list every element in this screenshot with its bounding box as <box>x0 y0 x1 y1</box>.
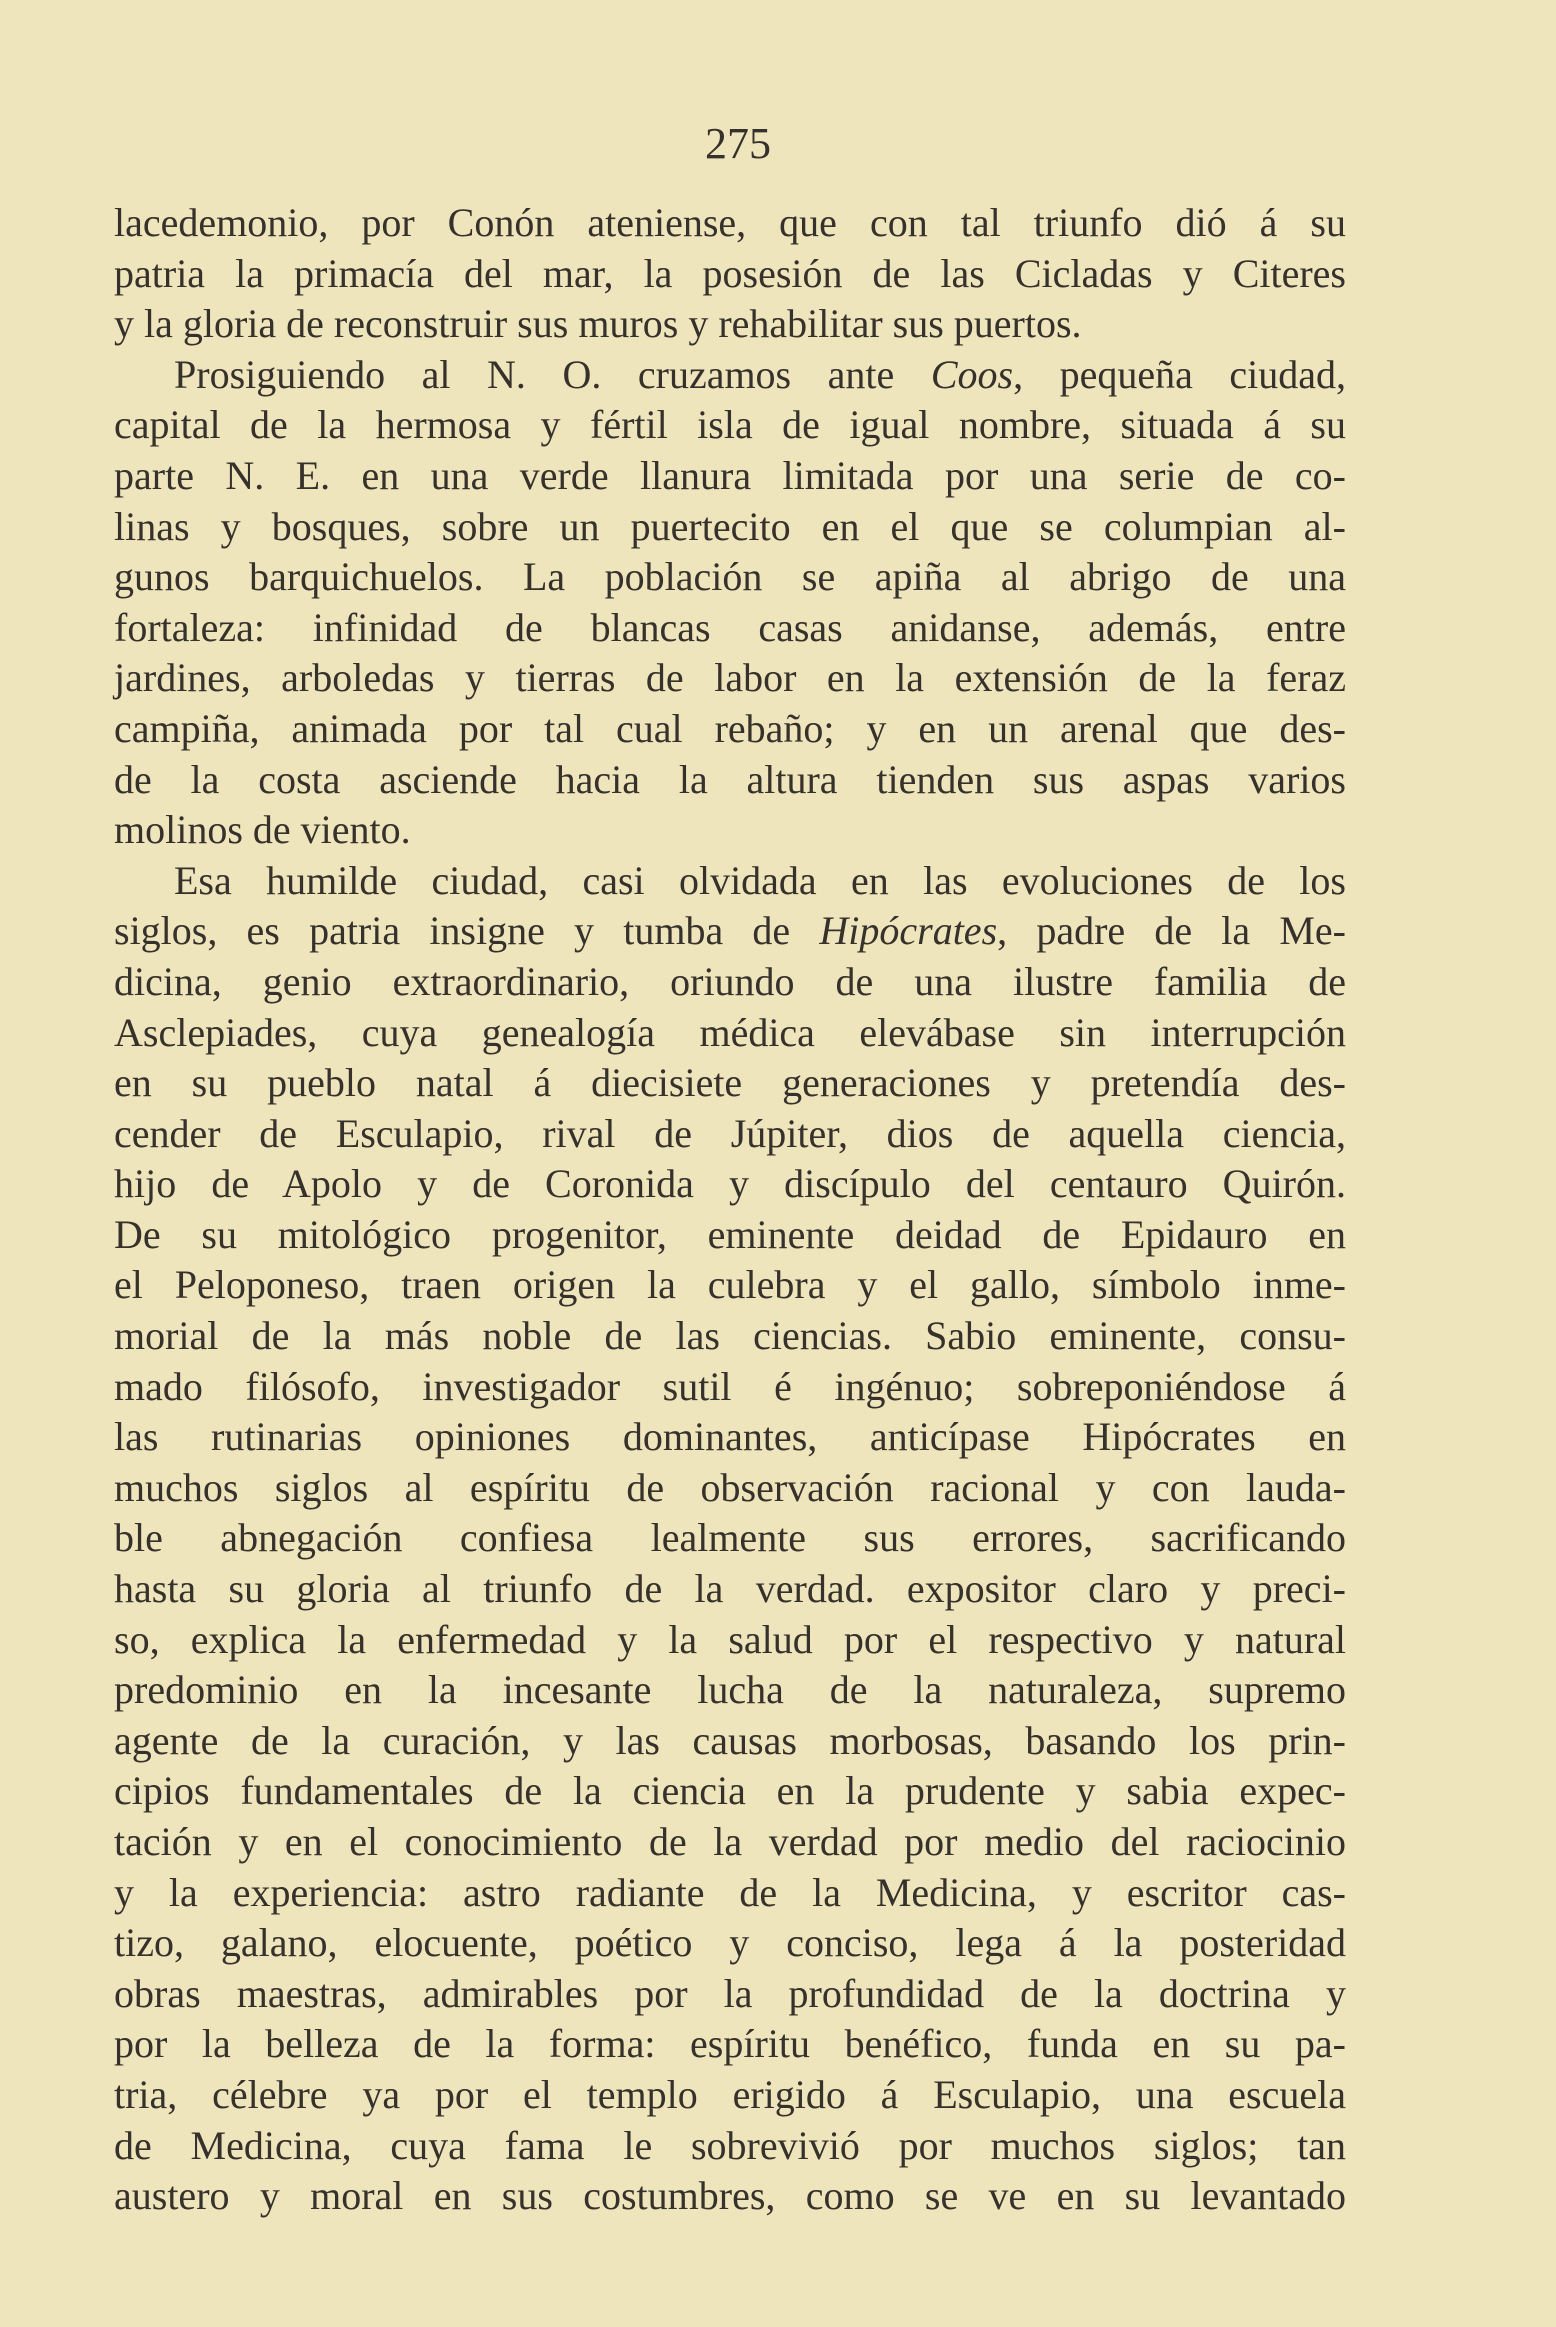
italic-name: Hipócrates <box>819 908 998 954</box>
text-line: obras maestras, admirables por la profundidad de la doctrina y <box>114 1970 1346 2016</box>
text-segment: siglos, es patria insigne y tumba de <box>114 908 820 954</box>
text-line <box>114 906 1346 957</box>
text-line: las rutinarias opiniones dominantes, anticípase Hipócrates en <box>114 1414 1346 1460</box>
text-line: el Peloponeso, traen origen la culebra y el gallo, símbolo inme- <box>114 1262 1346 1308</box>
text-line: mado filósofo, investigador sutil é ingénuo; sobreponiéndose á <box>114 1363 1346 1409</box>
text-line: tria, célebre ya por el templo erigido á Esculapio, una escuela <box>114 2071 1346 2117</box>
text-line: predominio en la incesante lucha de la naturaleza, supremo <box>114 1667 1346 1713</box>
page-number: 275 <box>705 119 771 168</box>
text-line: lacedemonio, por Conón ateniense, que con tal triunfo dió á su <box>114 200 1346 245</box>
text-line: agente de la curación, y las causas morbosas, basando los prin- <box>114 1717 1346 1763</box>
text-line: so, explica la enfermedad y la salud por el respectivo y natural <box>114 1616 1346 1662</box>
text-segment: , pequeña ciudad, <box>1013 351 1346 397</box>
text-line: Asclepiades, cuya genealogía médica elevábase sin interrupción <box>114 1009 1346 1055</box>
text-line: hasta su gloria al triunfo de la verdad. expositor claro y preci- <box>114 1566 1346 1612</box>
text-line: molinos de viento. <box>114 807 411 853</box>
text-line: ble abnegación confiesa lealmente sus errores, sacrificando <box>114 1515 1346 1561</box>
text-line <box>114 350 1346 401</box>
text-line: de la costa asciende hacia la altura tienden sus aspas varios <box>114 756 1346 802</box>
text-line: y la experiencia: astro radiante de la Medicina, y escritor cas- <box>114 1869 1346 1915</box>
text-line: jardines, arboledas y tierras de labor en la extensión de la feraz <box>114 655 1346 701</box>
text-line: fortaleza: infinidad de blancas casas anidanse, además, entre <box>114 604 1346 650</box>
text-line: cipios fundamentales de la ciencia en la prudente y sabia expec- <box>114 1768 1346 1814</box>
text-line: campiña, animada por tal cual rebaño; y en un arenal que des- <box>114 705 1346 751</box>
text-line: en su pueblo natal á diecisiete generaciones y pretendía des- <box>114 1060 1346 1106</box>
text-line: de Medicina, cuya fama le sobrevivió por muchos siglos; tan <box>114 2122 1346 2168</box>
text-line: morial de la más noble de las ciencias. Sabio eminente, consu- <box>114 1313 1346 1359</box>
text-line: parte N. E. en una verde llanura limitada por una serie de co- <box>114 452 1346 498</box>
text-line: cender de Esculapio, rival de Júpiter, dios de aquella ciencia, <box>114 1110 1346 1156</box>
text-line: capital de la hermosa y fértil isla de igual nombre, situada á su <box>114 402 1346 448</box>
text-line: y la gloria de reconstruir sus muros y rehabilitar sus puertos. <box>114 301 1082 347</box>
text-line: De su mitológico progenitor, eminente deidad de Epidauro en <box>114 1211 1346 1257</box>
text-line: patria la primacía del mar, la posesión de las Cicladas y Citeres <box>114 250 1346 296</box>
text-line: muchos siglos al espíritu de observación racional y con lauda- <box>114 1464 1346 1510</box>
text-line: por la belleza de la forma: espíritu benéfico, funda en su pa- <box>114 2021 1346 2067</box>
text-line: dicina, genio extraordinario, oriundo de una ilustre familia de <box>114 958 1346 1004</box>
text-line: linas y bosques, sobre un puertecito en el que se columpian al- <box>114 503 1346 549</box>
text-segment: Prosiguiendo al N. O. cruzamos ante <box>174 351 931 397</box>
text-line: tizo, galano, elocuente, poético y conciso, lega á la posteridad <box>114 1920 1346 1966</box>
italic-name: Coos <box>930 351 1014 397</box>
body-text <box>114 198 1346 2222</box>
text-line: hijo de Apolo y de Coronida y discípulo del centauro Quirón. <box>114 1161 1346 1207</box>
text-line: gunos barquichuelos. La población se apiña al abrigo de una <box>114 554 1346 600</box>
text-segment: , padre de la Me- <box>997 908 1347 954</box>
text-line: tación y en el conocimiento de la verdad por medio del raciocinio <box>114 1819 1346 1864</box>
text-line: Esa humilde ciudad, casi olvidada en las evoluciones de los <box>174 857 1346 903</box>
text-line: austero y moral en sus costumbres, como se ve en su levantado <box>114 2173 1346 2219</box>
